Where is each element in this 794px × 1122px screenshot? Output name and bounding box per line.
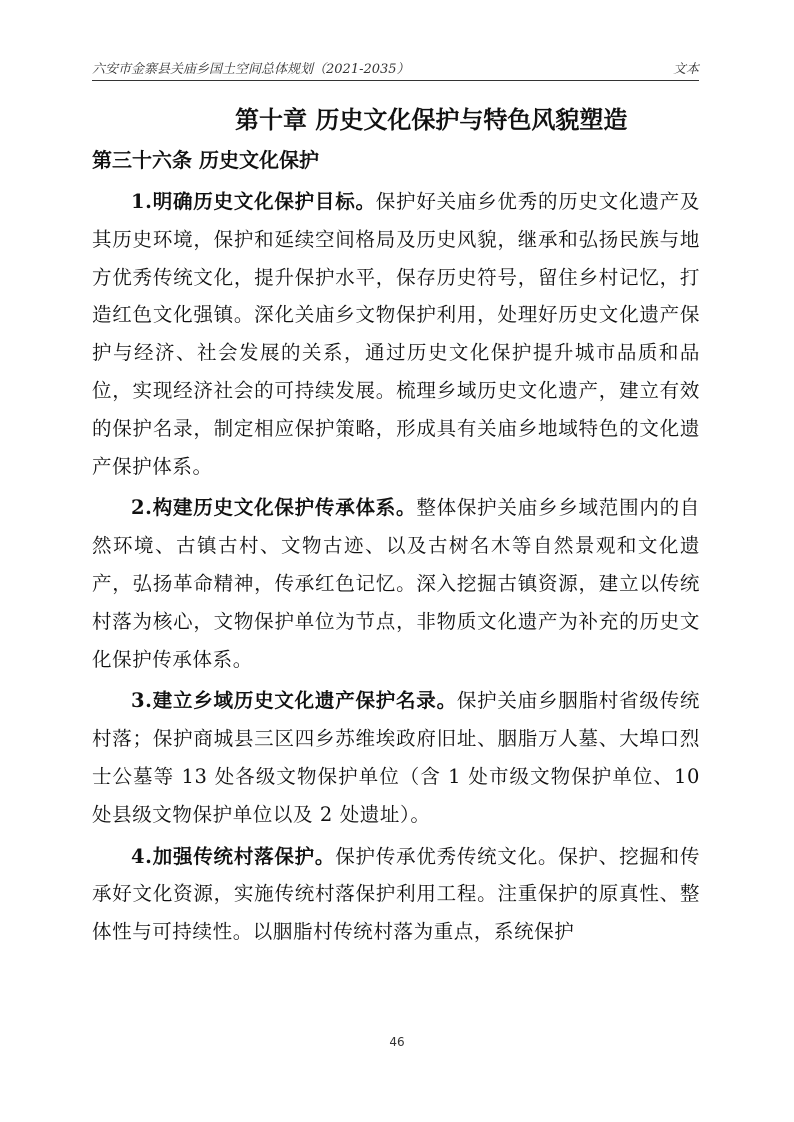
paragraph-text: 保护传承优秀传统文化。保护、挖掘和传承好文化资源，实施传统村落保护利用工程。注重保护的原真性、整体性与可持续性。以胭脂村传统村落为重点，系统保护: [92, 844, 700, 944]
paragraph-text: 整体保护关庙乡乡域范围内的自然环境、古镇古村、文物古迹、以及古树名木等自然景观和文化遗产，弘扬革命精神，传承红色记忆。深入挖掘古镇资源，建立以传统村落为核心，文物保护单位为节点，非物质文化遗产为补充的历史文化保护传承体系。: [92, 496, 700, 671]
document-title: 六安市金寨县关庙乡国土空间总体规划（2021-2035）: [92, 62, 410, 77]
paragraph-lead: 2.构建历史文化保护传承体系。: [131, 496, 417, 520]
paragraph-3: [92, 682, 700, 833]
paragraph-4: [92, 838, 700, 951]
paragraph-lead: 4.加强传统村落保护。: [131, 844, 336, 868]
paragraph-1: [92, 183, 700, 485]
page-header: [92, 56, 699, 81]
document-type-label: 文本: [672, 62, 699, 77]
paragraph-text: 保护好关庙乡优秀的历史文化遗产及其历史环境，保护和延续空间格局及历史风貌，继承和弘扬民族与地方优秀传统文化，提升保护水平，保存历史符号，留住乡村记忆，打造红色文化强镇。深化关庙乡文物保护利用，处理好历史文化遗产保护与经济、社会发展的关系，通过历史文化保护提升城市品质和品位，实现经济社会的可持续发展。梳理乡域历史文化遗产，建立有效的保护名录，制定相应保护策略，形成具有关庙乡地域特色的文化遗产保护体系。: [92, 190, 700, 478]
paragraph-2: [92, 489, 700, 678]
paragraph-lead: 3.建立乡域历史文化遗产保护名录。: [131, 689, 457, 713]
page-number: 46: [389, 1035, 405, 1049]
article-title: 第三十六条 历史文化保护: [92, 148, 319, 172]
paragraph-text: 保护关庙乡胭脂村省级传统村落；保护商城县三区四乡苏维埃政府旧址、胭脂万人墓、大埠口烈士公墓等 13 处各级文物保护单位（含 1 处市级文物保护单位、10 处县级文物保护单位以及 2 处遗址）。: [92, 689, 701, 826]
chapter-title: 第十章 历史文化保护与特色风貌塑造: [235, 106, 628, 134]
article-body: [92, 183, 700, 955]
paragraph-lead: 1.明确历史文化保护目标。: [131, 190, 376, 213]
